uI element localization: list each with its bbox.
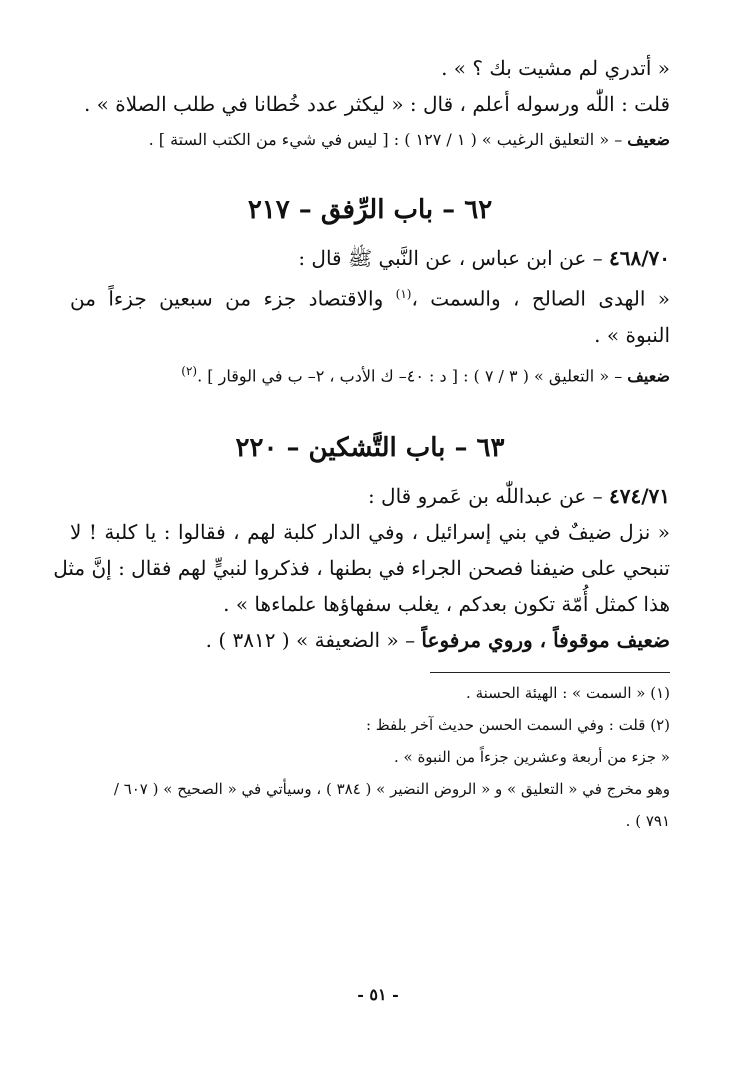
footnote-divider [430, 672, 670, 673]
hadith-chain: – عن عبداللّٰه بن عَمرو قال : [367, 483, 609, 508]
text-line: قلت : اللّٰه ورسوله أعلم ، قال : « ليكثر عدد خُطانا في طلب الصلاة » . [83, 92, 670, 116]
hadith-text-line: « أتدري لم مشيت بك ؟ » . [441, 56, 670, 80]
hadith-text-line: تنبحي على ضيفنا فصحن الجراء في بطنها ، فذكروا لنبيٍّ لهم فقال : إنَّ مثل [53, 555, 670, 580]
footnote-2-source-cont: ٧٩١ ) . [625, 811, 670, 830]
grading-line [70, 122, 670, 158]
footnote-1: (١) « السمت » : الهيئة الحسنة . [466, 683, 670, 702]
hadith-text-line: « الهدى الصالح ، والسمت ،$^{(١)}$ والاقتصاد جزء من سبعين جزءاً من [70, 286, 670, 311]
grading-source: – « التعليق » ( ٣ / ٧ ) : [ د : ٤٠– ك الأدب ، ٢– ب في الوقار ] . [197, 365, 628, 385]
footnote-ref-1: (١) [395, 287, 412, 301]
hadith-number: ٤٧٤/٧١ [608, 483, 670, 508]
chapter-heading-63: ٦٣ – باب التَّشكين – ٢٢٠ [235, 432, 505, 463]
hadith-text-line: « نزل ضيفٌ في بني إسرائيل ، وفي الدار كلبة لهم ، فقالوا : يا كلبة ! لا [70, 519, 670, 544]
grading-source: – « الضعيفة » ( ٣٨١٢ ) . [205, 627, 422, 652]
page-number: - ٥١ - [357, 985, 399, 1004]
grading-label: ضعيف [627, 365, 670, 385]
hadith-text-line: هذا كمثل أُمّة تكون بعدكم ، يغلب سفهاؤها علماءها » . [223, 591, 670, 616]
grading-label: ضعيف موقوفاً ، وروي مرفوعاً [421, 627, 670, 652]
footnote-2-quote: « جزء من أربعة وعشرين جزءاً من النبوة » . [393, 747, 670, 766]
grading-line [70, 622, 670, 658]
grading-source: – « التعليق الرغيب » ( ١ / ١٢٧ ) : [ ليس في شيء من الكتب الستة ] . [148, 130, 628, 149]
grading-label: ضعيف [627, 130, 670, 149]
hadith-text-line: النبوة » . [594, 322, 670, 347]
hadith-intro-line [70, 478, 670, 514]
hadith-number: ٤٦٨/٧٠ [608, 246, 670, 270]
grading-line [70, 353, 670, 394]
footnote-2: (٢) قلت : وفي السمت الحسن حديث آخر بلفظ : [365, 715, 670, 734]
chapter-heading-62: ٦٢ – باب الرِّفق – ٢١٧ [247, 195, 493, 225]
footnote-ref-2: (٢) [181, 363, 198, 378]
page-body [53, 50, 670, 837]
hadith-chain: – عن ابن عباس ، عن النَّبي ﷺ قال : [298, 246, 609, 270]
hadith-intro-line [70, 240, 670, 276]
footnote-2-source: وهو مخرج في « التعليق » و « الروض النضير » ( ٣٨٤ ) ، وسيأتي في « الصحيح » ( ٦٠٧ / [113, 779, 670, 798]
